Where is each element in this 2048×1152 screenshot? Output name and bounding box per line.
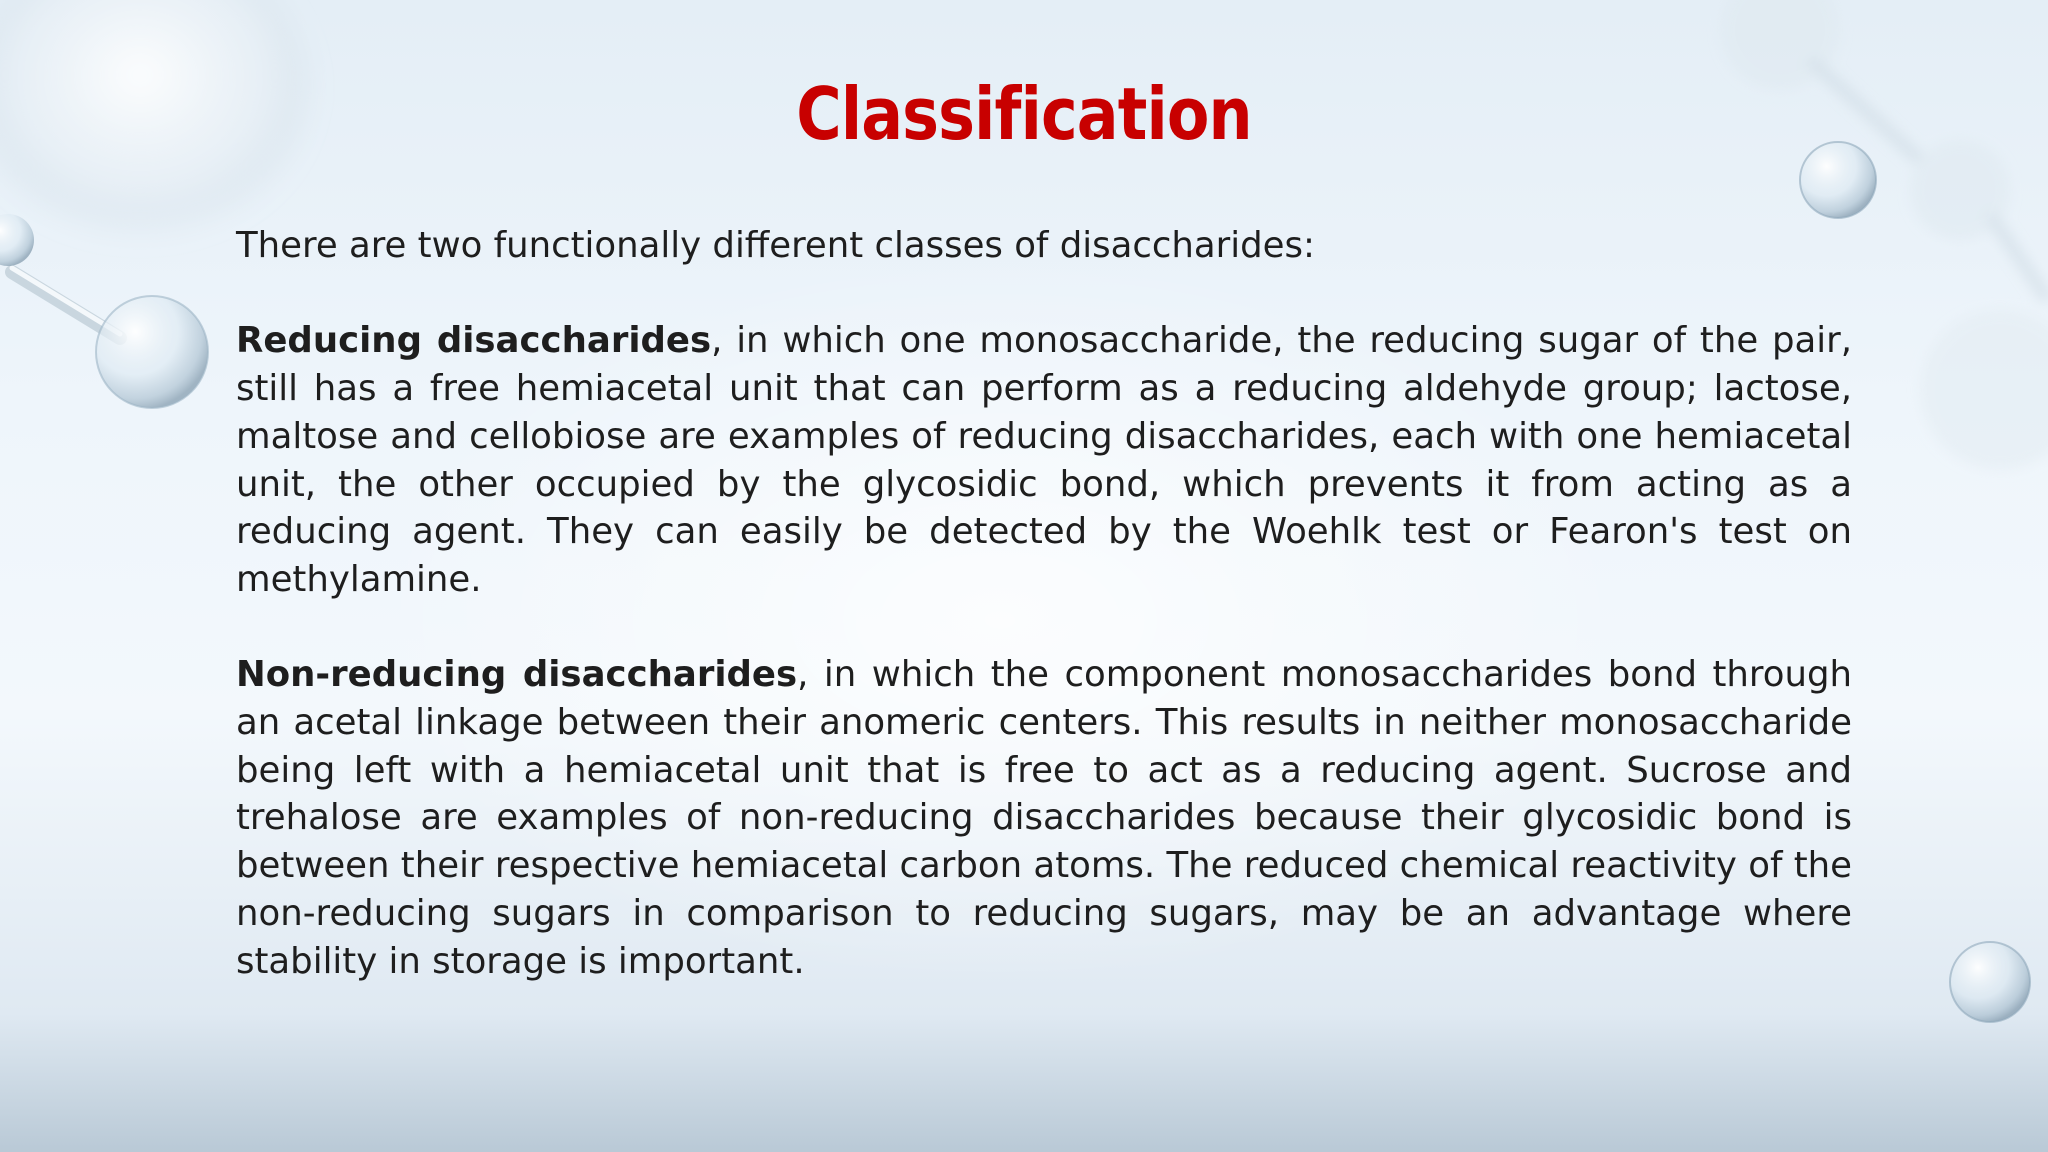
slide-title: Classification bbox=[796, 72, 1252, 156]
intro-text: There are two functionally different classes of disaccharides: bbox=[236, 225, 1315, 266]
paragraph-reducing bbox=[236, 317, 1852, 603]
water-bubble-icon bbox=[1950, 942, 2030, 1022]
paragraph-reducing-text: , in which one monosaccharide, the reducing sugar of the pair, still has a free hemiacetal unit that can perform as a reducing aldehyde group; lactose, maltose and cellobiose are examples of reducing disaccharides, each with one hemiacetal unit, the other occupied by the glycosidic bond, which prevents it from acting as a reducing agent. They can easily be detected by the Woehlk test or Fearon's test on methylamine. bbox=[236, 320, 1852, 600]
term-non-reducing: Non-reducing disaccharides bbox=[236, 654, 798, 696]
paragraph-non-reducing bbox=[236, 651, 1852, 985]
paragraph-non-reducing-text: , in which the component monosaccharides bond through an acetal linkage between their anomeric centers. This results in neither monosaccharide being left with a hemiacetal unit that is free to act as a reducing agent. Sucrose and trehalose are examples of non-reducing disaccharides because their glycosidic bond is between their respective hemiacetal carbon atoms. The reduced chemical reactivity of the non-reducing sugars in comparison to reducing sugars, may be an advantage where stability in storage is important. bbox=[236, 654, 1853, 982]
term-reducing: Reducing disaccharides bbox=[236, 320, 712, 362]
slide-body bbox=[236, 222, 1852, 985]
